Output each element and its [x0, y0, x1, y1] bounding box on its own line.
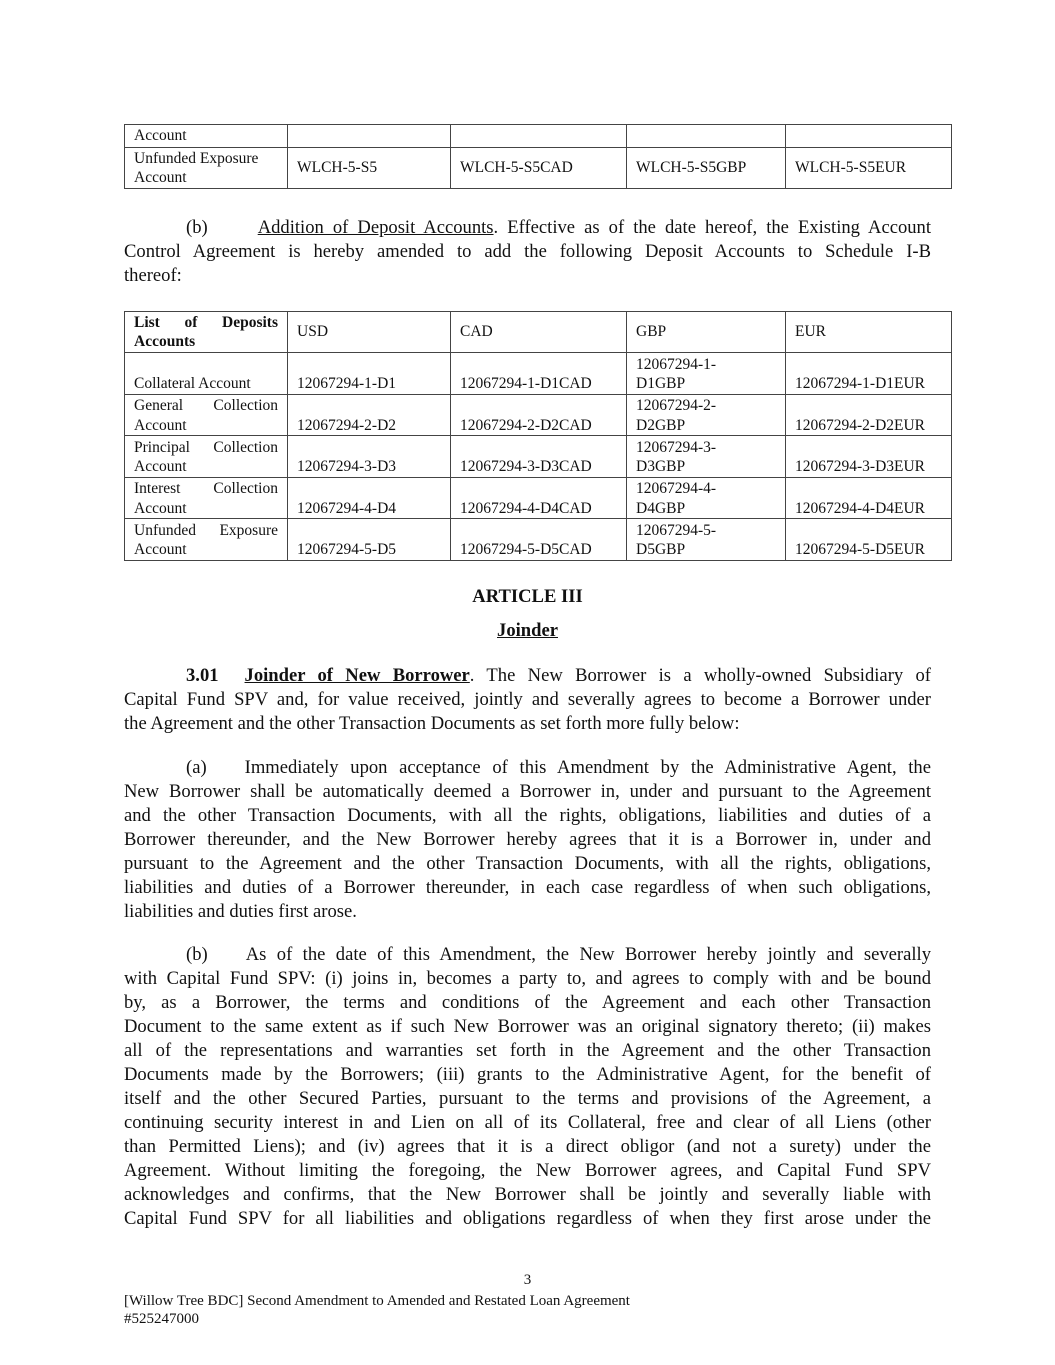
- table-cell-gbp: [627, 477, 786, 519]
- paragraph-line: with Capital Fund SPV: (i) joins in, becomes a party to, and agrees to comply with and be bound: [124, 968, 931, 989]
- paragraph-line: continuing security interest in and Lien on all of its Collateral, free and clear of all Liens (other: [124, 1112, 931, 1133]
- section-b-addition-of-deposit-accounts: [124, 216, 931, 288]
- table-cell-usd: 12067294-2-D2: [288, 394, 451, 436]
- paragraph-line: the Agreement and the other Transaction Documents as set forth more fully below:: [124, 713, 740, 734]
- table-cell-cad: [451, 125, 627, 148]
- table-row: [125, 436, 952, 478]
- table-cell-usd: 12067294-4-D4: [288, 477, 451, 519]
- table-header-row: [125, 312, 952, 353]
- gbp-line: D5GBP: [636, 541, 686, 558]
- paragraph-line: all of the representations and warranties set forth in the Agreement and the other Transaction: [124, 1040, 931, 1061]
- paragraph-line: [124, 756, 931, 780]
- table-cell-eur: 12067294-3-D3EUR: [786, 436, 952, 478]
- table-cell-usd: WLCH-5-S5: [288, 148, 451, 189]
- label-line: Principal Collection: [134, 438, 278, 456]
- paragraph-marker: (a): [186, 757, 207, 778]
- table-cell-label: [125, 519, 288, 561]
- gbp-line: D4GBP: [636, 499, 686, 517]
- paragraph-b: [124, 943, 931, 1231]
- table-cell-gbp: WLCH-5-S5GBP: [627, 148, 786, 189]
- paragraph-line: [124, 216, 931, 240]
- paragraph-line: Documents made by the Borrowers; (iii) grants to the Administrative Agent, for the benefit of: [124, 1064, 931, 1085]
- paragraph-line: pursuant to the Agreement and the other Transaction Documents, with all the rights, obligations,: [124, 853, 931, 874]
- section-title: Joinder of New Borrower: [244, 665, 470, 686]
- gbp-line: 12067294-1-: [636, 355, 717, 373]
- gbp-line: 12067294-5-: [636, 521, 717, 539]
- table-cell-cad: 12067294-5-D5CAD: [451, 519, 627, 561]
- label-line: General Collection: [134, 397, 278, 414]
- table-cell-cad: 12067294-2-D2CAD: [451, 394, 627, 436]
- table-row: [125, 519, 952, 561]
- paragraph-line: Control Agreement is hereby amended to add the following Deposit Accounts to Schedule I-B: [124, 241, 931, 262]
- paragraph-line: liabilities and duties of a Borrower thereunder, in each case regardless of when such obligations,: [124, 877, 931, 898]
- table-cell-eur: 12067294-2-D2EUR: [786, 394, 952, 436]
- table-cell-eur: 12067294-5-D5EUR: [786, 519, 952, 561]
- table-cell-eur: 12067294-1-D1EUR: [786, 353, 952, 395]
- table-cell-usd: [288, 125, 451, 148]
- paragraph-line: by, as a Borrower, the terms and conditions of the Agreement and each other Transaction: [124, 992, 931, 1013]
- section-marker: (b): [186, 217, 208, 238]
- gbp-line: D1GBP: [636, 375, 686, 392]
- account-table-continued: [124, 124, 952, 189]
- section-title: Addition of Deposit Accounts: [257, 217, 494, 238]
- table-cell-label: [125, 353, 288, 395]
- table-cell-usd: 12067294-1-D1: [288, 353, 451, 395]
- table-cell-gbp: [627, 125, 786, 148]
- column-header-eur: EUR: [786, 312, 952, 353]
- paragraph-line: [124, 664, 931, 688]
- table-cell-label: Account: [125, 125, 288, 148]
- label-line: Account: [134, 499, 187, 517]
- paragraph-line: liabilities and duties first arose.: [124, 901, 357, 922]
- label-line: Account: [134, 416, 187, 434]
- header-line: List of Deposits: [134, 314, 278, 331]
- label-line: Account: [134, 541, 187, 558]
- deposit-accounts-table: [124, 311, 952, 561]
- paragraph-line: Capital Fund SPV for all liabilities and obligations regardless of when they first arose under the: [124, 1208, 931, 1229]
- paragraph-text: As of the date of this Amendment, the New Borrower hereby jointly and severally: [245, 944, 931, 965]
- table-cell-eur: 12067294-4-D4EUR: [786, 477, 952, 519]
- article-title-text: Joinder: [497, 620, 558, 641]
- paragraph-text: Immediately upon acceptance of this Amendment by the Administrative Agent, the: [244, 757, 931, 778]
- table-cell-gbp: [627, 436, 786, 478]
- paragraph-line: Document to the same extent as if such New Borrower was an original signatory thereto; (ii) makes: [124, 1016, 931, 1037]
- table-row: [125, 148, 952, 189]
- footer-document-title: [Willow Tree BDC] Second Amendment to Amended and Restated Loan Agreement: [124, 1293, 630, 1309]
- table-cell-cad: 12067294-4-D4CAD: [451, 477, 627, 519]
- paragraph-line: than Permitted Liens); and (iv) agrees that it is a direct obligor (and not a surety) under the: [124, 1136, 931, 1157]
- table-cell-label: [125, 436, 288, 478]
- table-row: [125, 477, 952, 519]
- footer-document-id: #525247000: [124, 1311, 199, 1327]
- table-cell-gbp: [627, 394, 786, 436]
- table-row: [125, 125, 952, 148]
- table-row: [125, 353, 952, 395]
- table-cell-usd: 12067294-3-D3: [288, 436, 451, 478]
- paragraph-line: Agreement. Without limiting the foregoing, the New Borrower agrees, and Capital Fund SPV: [124, 1160, 931, 1181]
- paragraph-marker: (b): [186, 944, 208, 965]
- label-line: Account: [134, 169, 187, 186]
- paragraph-text: . Effective as of the date hereof, the Existing Account: [493, 217, 932, 238]
- column-header-list-of-deposits-accounts: [125, 312, 288, 353]
- header-line: Accounts: [134, 333, 196, 350]
- label-line: Interest Collection: [134, 480, 278, 497]
- paragraph-line: and the other Transaction Documents, with all the rights, obligations, liabilities and duties of a: [124, 805, 931, 826]
- paragraph-line: thereof:: [124, 265, 182, 286]
- paragraph-line: New Borrower shall be automatically deemed a Borrower in, under and pursuant to the Agreement: [124, 781, 931, 802]
- paragraph-line: [124, 943, 931, 967]
- gbp-line: 12067294-4-: [636, 480, 717, 497]
- page-number: 3: [523, 1272, 532, 1288]
- paragraph-line: itself and the other Secured Parties, pursuant to the terms and provisions of the Agreement, a: [124, 1088, 931, 1109]
- label-line: [134, 355, 278, 375]
- paragraph-a: [124, 756, 931, 924]
- table-cell-gbp: [627, 353, 786, 395]
- table-cell-eur: WLCH-5-S5EUR: [786, 148, 952, 189]
- table-cell-label: [125, 394, 288, 436]
- column-header-cad: CAD: [451, 312, 627, 353]
- label-line: Account: [134, 458, 187, 475]
- table-cell-cad: 12067294-3-D3CAD: [451, 436, 627, 478]
- article-title: [124, 619, 931, 643]
- article-number: ARTICLE III: [472, 586, 583, 607]
- table-cell-cad: 12067294-1-D1CAD: [451, 353, 627, 395]
- table-cell-usd: 12067294-5-D5: [288, 519, 451, 561]
- table-cell-label: [125, 148, 288, 189]
- label-line: Collateral Account: [134, 375, 251, 392]
- table-row: [125, 394, 952, 436]
- gbp-line: 12067294-3-: [636, 438, 717, 456]
- column-header-usd: USD: [288, 312, 451, 353]
- gbp-line: D3GBP: [636, 458, 686, 475]
- table-cell-gbp: [627, 519, 786, 561]
- column-header-gbp: GBP: [627, 312, 786, 353]
- label-line: Unfunded Exposure: [134, 149, 259, 167]
- label-line: Unfunded Exposure: [134, 521, 278, 539]
- paragraph-line: acknowledges and confirms, that the New Borrower shall be jointly and severally liable with: [124, 1184, 931, 1205]
- gbp-line: 12067294-2-: [636, 397, 717, 414]
- section-number: 3.01: [186, 665, 219, 686]
- section-3-01-joinder-of-new-borrower: [124, 664, 931, 736]
- paragraph-line: Capital Fund SPV and, for value received, jointly and severally agrees to become a Borrower under: [124, 689, 931, 710]
- table-cell-label: [125, 477, 288, 519]
- paragraph-line: Borrower thereunder, and the New Borrower hereby agrees that it is a Borrower in, under and: [124, 829, 931, 850]
- paragraph-text: . The New Borrower is a wholly-owned Subsidiary of: [469, 665, 931, 686]
- gbp-line: D2GBP: [636, 416, 686, 434]
- table-cell-eur: [786, 125, 952, 148]
- table-cell-cad: WLCH-5-S5CAD: [451, 148, 627, 189]
